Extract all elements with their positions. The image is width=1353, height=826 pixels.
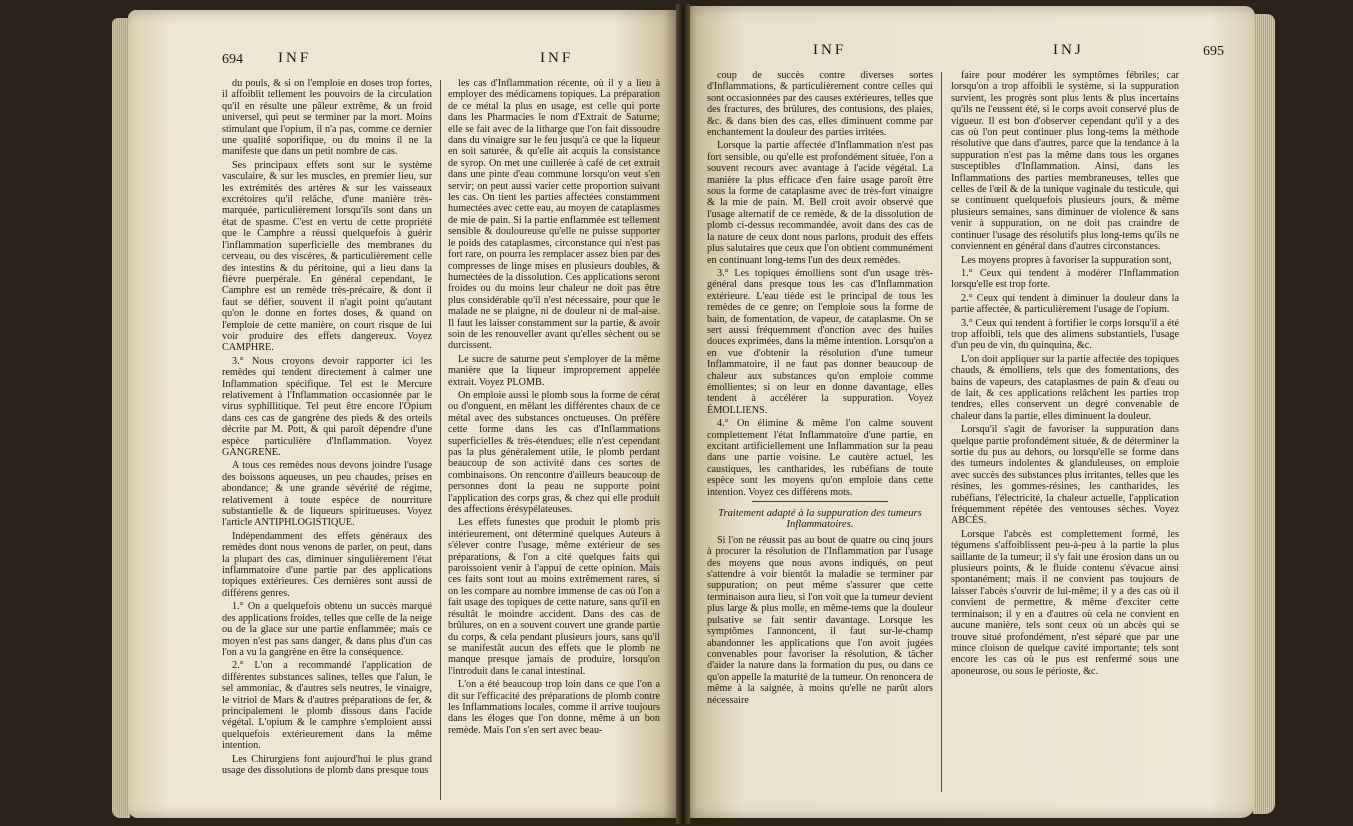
left-page-number: 694 <box>222 52 243 67</box>
paragraph: Lorsque l'abcès est complettement formé, les tégumens s'affoiblissent peu-à-peu à la partie la plus saillante de la tumeur; il s'y fait une érosion dans un ou plusieurs points, & le fluide contenu s'évacue ainsi spontanément; mais il ne convient pas toujours de laisser l'abcès s'ouvrir de lui-même; il y a des cas où il convient de permettre, & même d'exciter cette terminaison; il y en a d'autres où cela ne convient en aucune manière, tels sont ceux où un abcès qui se trouve situé profondément, n'est séparé que par une mince cloison de quelque cavité importante; tels sont encore les cas où le pus est renfermé sous une aponeurose, ou sous le périoste, &c. <box>951 528 1179 677</box>
section-title: Traitement adapté à la suppuration des tumeurs Inflammatoires. <box>718 508 922 531</box>
left-page <box>128 10 680 818</box>
paragraph: On emploie aussi le plomb sous la forme de cérat ou d'onguent, en mêlant les différentes chaux de ce métal avec des substances onctueuses. On préfère cette forme dans les cas d'Inflammations superficielles & très-étendues; elle n'est cependant pas la plus généralement utile, le plomb perdant beaucoup de son activité dans ces sortes de combinaisons. On rencontre d'ailleurs beaucoup de personnes dont la peau ne supporte point l'application des corps gras, & chez qui elle produit des affections érésypélateuses. <box>448 389 660 516</box>
paragraph: 2.° Ceux qui tendent à diminuer la douleur dans la partie affectée, & particulièrement l'usage de l'opium. <box>951 292 1179 316</box>
paragraph: 3.° Ceux qui tendent à fortifier le corps lorsqu'il a été trop affoibli, tels que des alimens substantiels, l'usage d'un peu de vin, du quinquina, &c. <box>951 317 1179 352</box>
paragraph: Lorsque la partie affectée d'Inflammation n'est pas fort sensible, ou qu'elle est profondément située, l'on a souvent recours avec avantage à l'acide végétal. La manière la plus efficace d'en faire usage paroît être sous la forme de cataplasme avec de très-fort vinaigre & la mie de pain. M. Bell croit avoir observé que l'usage alternatif de ce remède, & de la dissolution de plomb ci-dessus recommandée, avoit dans des cas de la nature de ceux dont nous parlons, produit des effets plus salutaires que ceux que l'on obtient communément en continuant long-tems l'un des deux remèdes. <box>707 140 933 266</box>
paragraph: 2.° L'on a recommandé l'application de différentes substances salines, telles que l'alun, le sel ammoniac, & d'autres sels neutres, le vinaigre, le vitriol de Mars & d'autres préparations de fer, & principalement le plomb dissous dans l'acide végétal. L'opium & le camphre s'emploient aussi quelquefois extérieurement dans la même intention. <box>222 660 432 752</box>
right-column-2 <box>951 70 1179 679</box>
left-column-1 <box>222 78 432 778</box>
paragraph: 1.° Ceux qui tendent à modérer l'Inflammation lorsqu'elle est trop forte. <box>951 267 1179 291</box>
column-rule-right <box>941 72 942 792</box>
paragraph: faire pour modérer les symptômes fébriles; car lorsqu'on a trop affoibli le système, si la suppuration survient, les progrès sont plus lents & plus incertains qu'ils ne l'eussent été, si le corps avoit conservé plus de vigueur. Il est bon d'observer cependant qu'il y a des cas où l'on peut continuer plus long-tems la méthode résolutive que dans d'autres, parce que la tendance à la suppuration n'est pas la même dans tous les organes susceptibles d'Inflammation. Ainsi, dans les Inflammations des parties membraneuses, telles que celles de l'œil & de la tunique vaginale du testicule, qui se continuent quelquefois plusieurs jours, & même plusieurs semaines, sans diminuer de violence & sans venir à suppuration, on ne doit pas craindre de continuer l'usage des résolutifs plus long-tems qu'ils ne conviennent en général dans d'autres circonstances. <box>951 70 1179 253</box>
paragraph: du pouls, & si on l'emploie en doses trop fortes, il affoiblit tellement les pouvoirs de la circulation qu'il en résulte une pâleur extrême, & un froid universel, qui peut se terminer par la mort. Moins stimulant que l'opium, il n'a pas, comme ce dernier une qualité soporifique, ou du moins il ne la manifeste que dans un petit nombre de cas. <box>222 78 432 158</box>
right-running-head: INJ <box>1053 42 1084 58</box>
left-column-2 <box>448 78 660 738</box>
right-page-number: 695 <box>1203 44 1224 59</box>
paragraph: Les effets funestes que produit le plomb pris intérieurement, ont déterminé quelques Auteurs à s'élever contre l'usage, même extérieur de ses préparations, & l'on a cité quelques faits qui paroissoient venir à l'appui de cette opinion. Mais ces faits sont tout au moins extrêmement rares, si on les compare au nombre immense de cas où l'on a fait usage des topiques de cette nature, sans qu'il en résultât le moindre accident. Dans des cas de brûlures, on en a souvent couvert une grande partie du corps, & cela pendant plusieurs jours, sans qu'il se manifestât aucun des effets que le plomb ne manque presque jamais de produire, lorsqu'on l'introduit dans le canal intestinal. <box>448 517 660 677</box>
paragraph: Les moyens propres à favoriser la suppuration sont, <box>961 254 1172 266</box>
paragraph: Ses principaux effets sont sur le système vasculaire, & sur les muscles, en premier lieu, sur les extrémités des artères & sur les vaisseaux excrétoires qu'il relâche, d'une manière très-marquée, particulièrement lorsqu'ils sont dans un état de spasme. C'est en vertu de cette propriété que le Camphre a réussi quelquefois à guérir l'inflammation superficielle des membranes du cerveau, ou des viscères, & particulièrement celle des intestins & du péritoine, qui a lieu dans la fièvre puerpérale. En général cependant, le Camphre est un remède très-précaire, & dont il faut se défier, souvent il n'agit point qu'autant qu'on le donne en fortes doses, & quand on l'emploie de cette manière, on court risque de lui voir produire des effets dangereux. Voyez CAMPHRE. <box>222 159 432 354</box>
paragraph: A tous ces remèdes nous devons joindre l'usage des boissons aqueuses, un peu chaudes, prises en abondance; & une grande sévérité de régime, relativement à toute espèce de nourriture substantielle & de liqueurs spiritueuses. Voyez l'article ANTIPHLOGISTIQUE. <box>222 460 432 529</box>
right-column-1 <box>707 70 933 708</box>
right-page <box>683 6 1255 818</box>
book-gutter <box>676 4 690 824</box>
paragraph: Indépendamment des effets généraux des remèdes dont nous venons de parler, on peut, dans la plupart des cas, diminuer singulièrement l'état inflammatoire d'une partie par des applications topiques extérieures. Ces dernières sont aussi de différens genres. <box>222 530 432 599</box>
left-running-head-center: INF <box>540 50 574 66</box>
paragraph: coup de succès contre diverses sortes d'Inflammations, & particulièrement contre celles qui sont occasionnées par des causes extérieures, telles que des fractures, des brûlures, des contusions, des plaies, &c. & dans bien des cas, elles diminuent comme par enchantement la douleur des parties irritées. <box>707 70 933 139</box>
paragraph: Les Chirurgiens font aujourd'hui le plus grand usage des dissolutions de plomb dans presque tous <box>222 753 432 776</box>
paragraph: Le sucre de saturne peut s'employer de la même manière que la liqueur improprement appelée extrait. Voyez PLOMB. <box>448 353 660 388</box>
paragraph: 4.° On élimine & même l'on calme souvent complettement l'état Inflammatoire d'une partie, en excitant artificiellement une Inflammation sur la peau dans une partie voisine. Le cautère actuel, les caustiques, les cantharides, les rubéfians de toute espèce sont les moyens qu'on emploie dans cette intention. Voyez ces différens mots. <box>707 418 933 498</box>
paragraph: Si l'on ne réussit pas au bout de quatre ou cinq jours à procurer la résolution de l'Inflammation par l'usage des moyens que nous avons indiqués, on peut s'attendre à voir bientôt la maladie se terminer par suppuration; on peut même s'assurer que cette terminaison aura lieu, si l'on voit que la tumeur devient plus large & plus molle, en même-tems que la douleur pulsative se fait sentir davantage. Lorsque les symptômes l'annoncent, il faut sur-le-champ abandonner les applications que l'on avoit jugées convenables pour favoriser la résolution, & tâcher d'aider la nature dans la formation du pus, ou dans ce qu'on appelle la maturité de la tumeur. On renoncera de même à la saignée, à moins qu'elle ne parût alors nécessaire <box>707 534 933 706</box>
column-rule <box>440 80 441 800</box>
paragraph: les cas d'Inflammation récente, où il y a lieu à employer des médicamens topiques. La préparation de ce métal la plus en usage, est celle qui porte dans les Pharmacies le nom d'Extrait de Saturne; elle se fait avec de la litharge que l'on fait dissoudre dans du vinaigre sur le feu jusqu'à ce que la liqueur en soit saturée, & qu'elle ait acquis la consistance de syrop. On met une cuillerée à café de cet extrait dans une pinte d'eau commune lorsqu'on veut s'en servir; on peut aussi varier cette proportion suivant les cas. On tient les parties affectées constamment humectées avec cette eau, au moyen de cataplasmes de mie de pain. Si la partie enflammée est tellement sensible & douloureuse qu'elle ne puisse supporter le poids des cataplasmes, circonstance qui n'est pas fort rare, on pourra les remplacer assez bien par des compresses de linge mises en plusieurs doubles, & humectées de la dissolution. Ces applications seront froides ou du moins leur chaleur ne doit pas être plus considérable qu'il n'est nécessaire, pour que le malade ne se plaigne, ni de douleur ni de mal-aise. Il faut les laisser constamment sur la partie, & avoir soin de les renouveller avant qu'elles sèchent ou se durcissent. <box>448 78 660 352</box>
paragraph: L'on a été beaucoup trop loin dans ce que l'on a dit sur l'efficacité des préparations de plomb contre les Inflammations locales, comme il arrive toujours dans les éloges que l'on donne, même à un bon remède. Mais l'on s'en sert avec beau- <box>448 679 660 736</box>
section-rule <box>752 501 888 502</box>
right-running-head-center: INF <box>813 42 847 58</box>
right-page-edges <box>1253 14 1275 814</box>
paragraph: Lorsqu'il s'agit de favoriser la suppuration dans quelque partie profondément située, & de déterminer la sortie du pus au dehors, ou lorsqu'elle se forme dans des tumeurs indolentes & glanduleuses, on emploie avec succès des substances plus irritantes, telles que les résines, les gommes-résines, les cantharides, les rubéfians, l'électricité, la chaleur actuelle, l'application fréquemment répétée des ventouses sèches. Voyez ABCÈS. <box>951 424 1179 527</box>
paragraph: 1.° On a quelquefois obtenu un succès marqué des applications froides, telles que celle de la neige ou de la glace sur une partie enflammée; mais ce moyen n'est pas sans danger, & dans plus d'un cas l'on a vu la gangrène en être la conséquence. <box>222 601 432 658</box>
paragraph: 3.° Nous croyons devoir rapporter ici les remèdes qui tendent directement à calmer une Inflammation spécifique. Tel est le Mercure relativement à l'Inflammation occasionnée par le virus syphillitique. Tel peut être encore l'Opium dans ces cas de gangrène des pieds & des orteils décrite par M. Pott, & qui paroît dépendre d'une espèce particulière d'Inflammation. Voyez GANGRENE. <box>222 355 432 458</box>
paragraph: L'on doit appliquer sur la partie affectée des topiques chauds, & émolliens, tels que des fomentations, des bains de vapeurs, des cataplasmes de pain & d'eau ou de lait, & ces applications relâchent les parties trop tendres, elles conservent un degré convenable de chaleur dans la partie, elles diminuent la douleur. <box>951 353 1179 422</box>
left-running-head: INF <box>278 50 312 66</box>
paragraph: 3.° Les topiques émolliens sont d'un usage très-général dans presque tous les cas d'Inflammation extérieure. L'eau tiède est le principal de tous les remèdes de ce genre; on l'emploie sous la forme de bain, de fomentation, de vapeur, de cataplasme. On se sert aussi fréquemment d'onction avec des huiles douces exprimées, dans la même intention. Lorsqu'on a en vue d'obtenir la résolution d'une tumeur Inflammatoire, il ne faut pas donner beaucoup de chaleur aux substances qu'on emploie comme émollientes; si on leur en donne davantage, elles tendent à accélérer la suppuration. Voyez ÉMOLLIENS. <box>707 267 933 416</box>
